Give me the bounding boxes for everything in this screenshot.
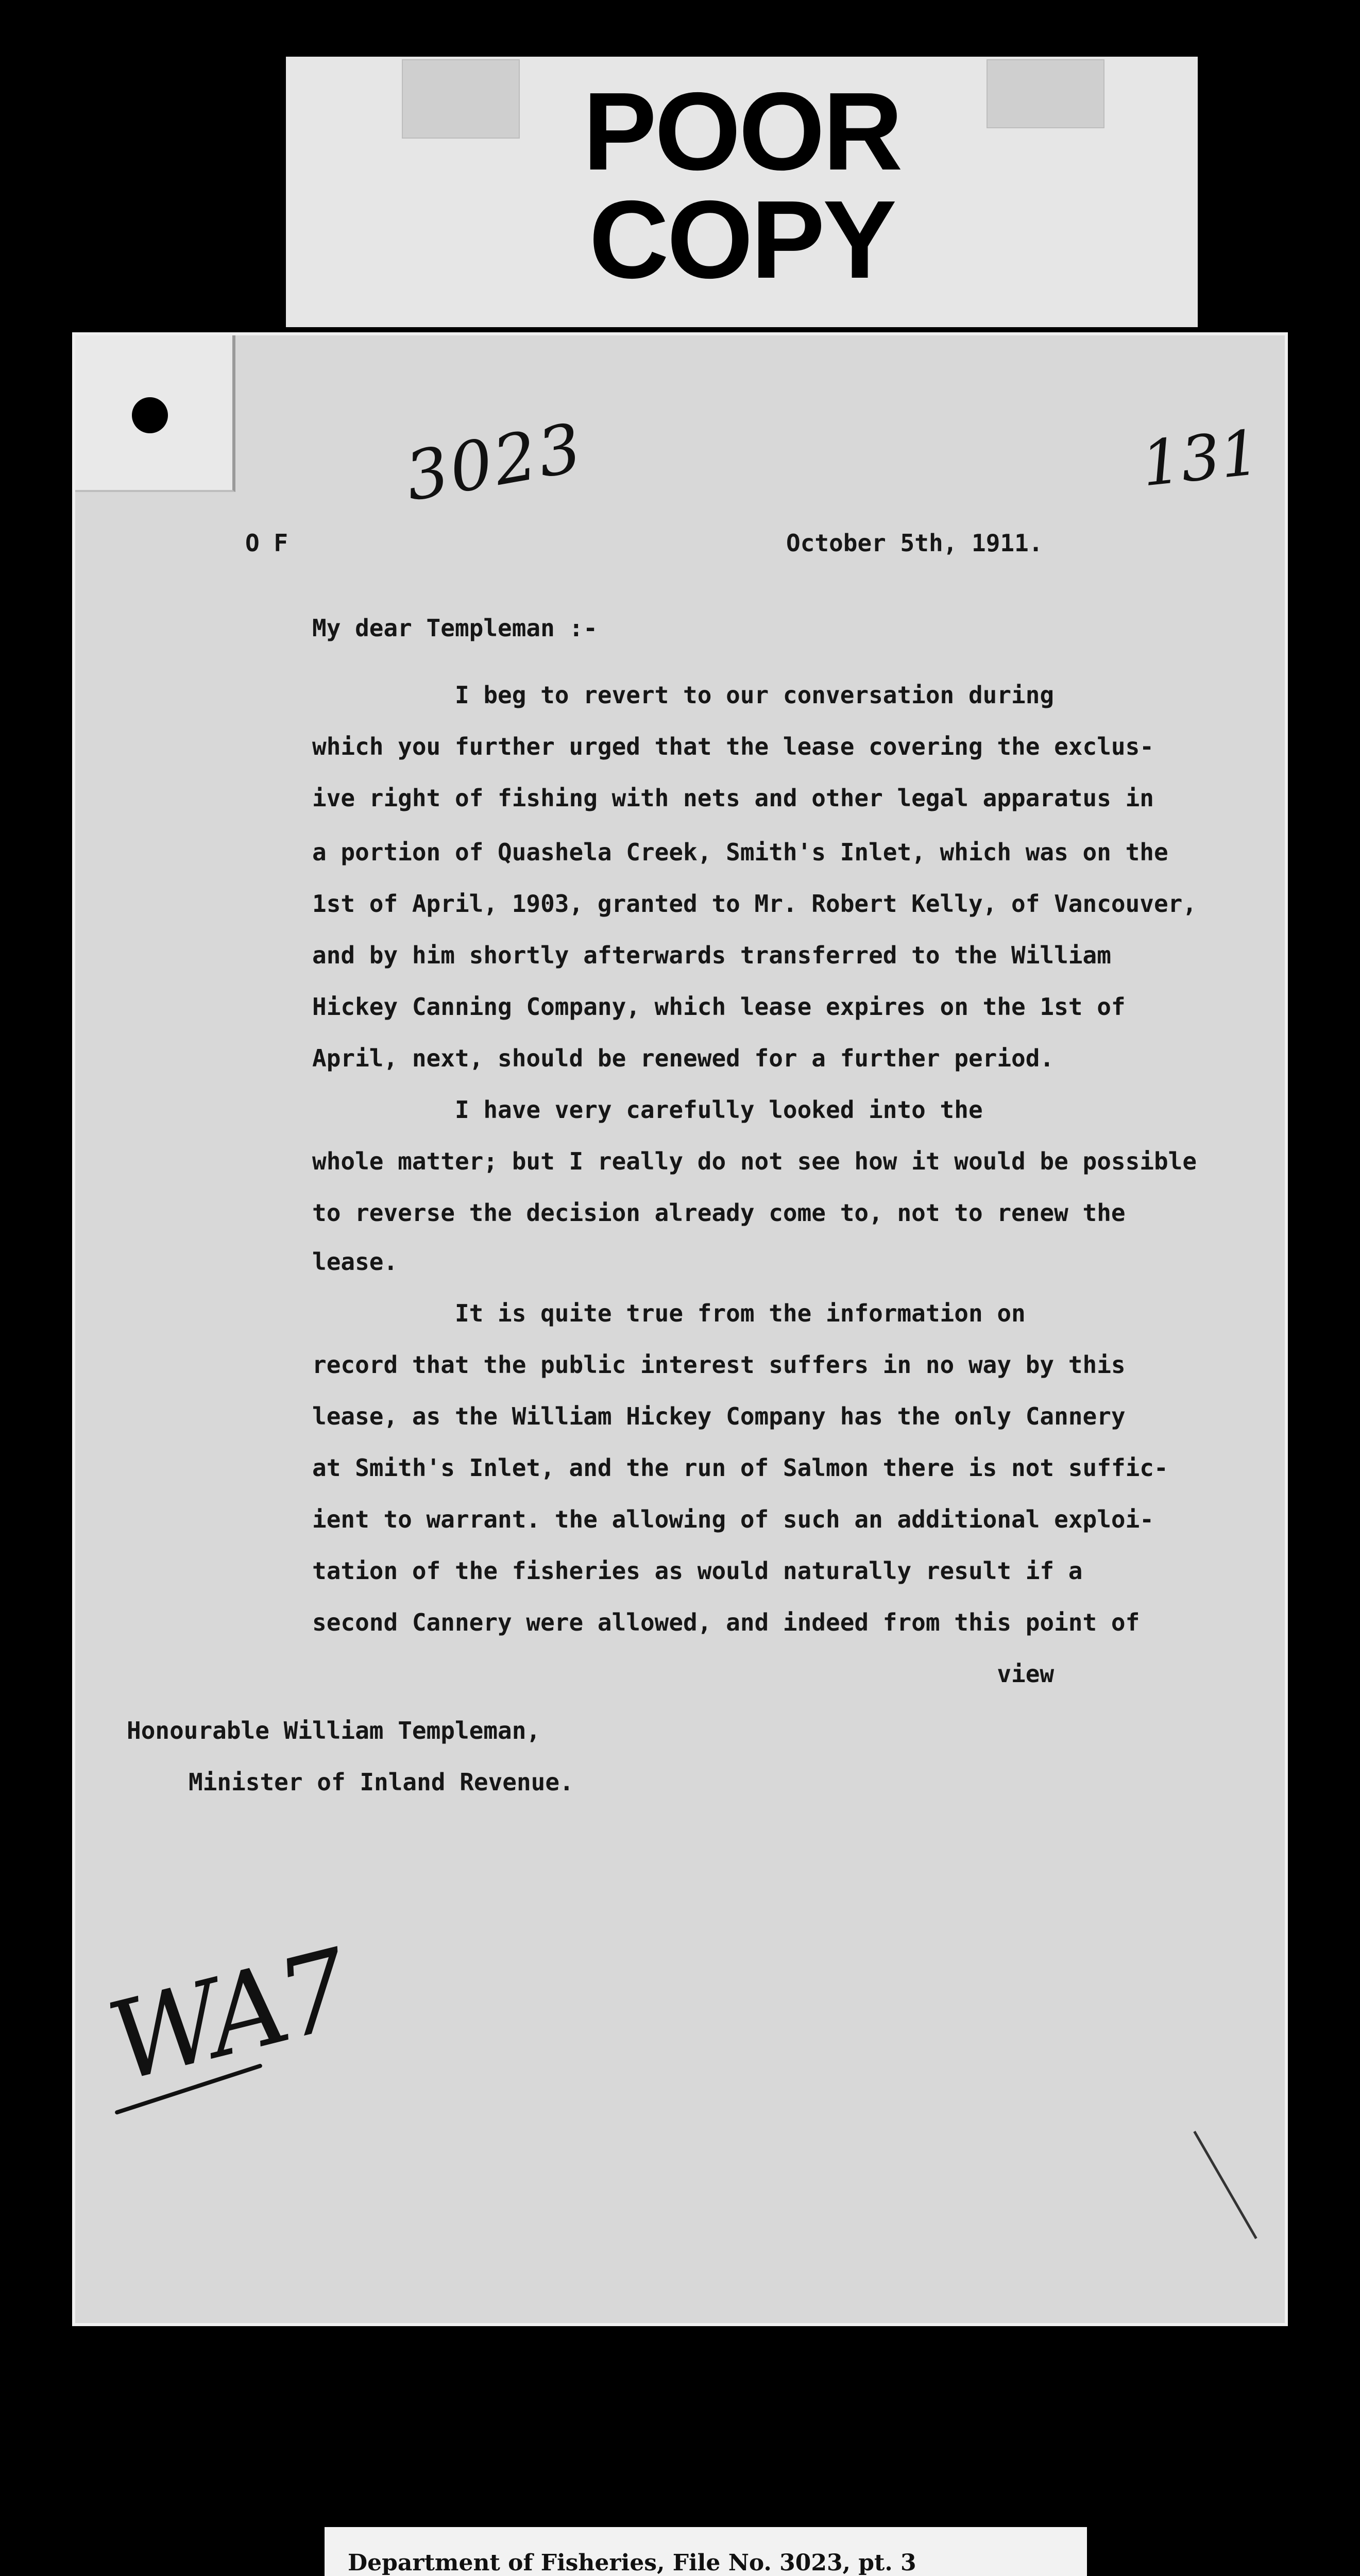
body-line: which you further urged that the lease covering the exclus- bbox=[312, 733, 1154, 760]
salutation: My dear Templeman :- bbox=[312, 614, 598, 642]
handwritten-initials: WA7 bbox=[97, 1926, 358, 2107]
body-line: tation of the fisheries as would naturally result if a bbox=[312, 1557, 1083, 1585]
body-line: and by him shortly afterwards transferred to the William bbox=[312, 941, 1111, 969]
file-reference-tag: Department of Fisheries, File No. 3023, pt. 3 bbox=[325, 2527, 1087, 2576]
body-line: I have very carefully looked into the bbox=[312, 1096, 983, 1124]
letter-date: October 5th, 1911. bbox=[786, 529, 1043, 557]
body-line: ive right of fishing with nets and other legal apparatus in bbox=[312, 784, 1154, 812]
poor-copy-line-2: COPY bbox=[589, 177, 895, 301]
handwritten-page-number: 131 bbox=[1138, 417, 1263, 501]
recipient-title: Minister of Inland Revenue. bbox=[189, 1768, 574, 1796]
body-line: at Smith's Inlet, and the run of Salmon there is not suffic- bbox=[312, 1454, 1168, 1482]
recipient-name: Honourable William Templeman, bbox=[127, 1717, 541, 1744]
punch-hole bbox=[132, 397, 168, 433]
body-line: second Cannery were allowed, and indeed from this point of bbox=[312, 1608, 1140, 1636]
body-line: record that the public interest suffers in no way by this bbox=[312, 1351, 1126, 1379]
body-line: It is quite true from the information on bbox=[312, 1299, 1026, 1327]
body-line: lease. bbox=[312, 1248, 398, 1276]
body-line: Hickey Canning Company, which lease expires on the 1st of bbox=[312, 993, 1126, 1021]
body-line: lease, as the William Hickey Company has the only Cannery bbox=[312, 1402, 1126, 1430]
body-line: ient to warrant. the allowing of such an additional exploi- bbox=[312, 1505, 1154, 1533]
body-line: a portion of Quashela Creek, Smith's Inlet, which was on the bbox=[312, 838, 1168, 866]
body-line: to reverse the decision already come to, not to renew the bbox=[312, 1199, 1126, 1227]
body-line: I beg to revert to our conversation during bbox=[312, 681, 1055, 709]
body-line: April, next, should be renewed for a further period. bbox=[312, 1044, 1055, 1072]
letter-page bbox=[72, 332, 1288, 2326]
poor-copy-label bbox=[286, 57, 1198, 327]
body-line: 1st of April, 1903, granted to Mr. Robert Kelly, of Vancouver, bbox=[312, 890, 1197, 918]
letter-marker: O F bbox=[245, 529, 288, 557]
handwritten-file-number: 3023 bbox=[399, 408, 589, 516]
poor-copy-line-1: POOR bbox=[583, 69, 901, 193]
body-line: whole matter; but I really do not see how it would be possible bbox=[312, 1147, 1197, 1175]
body-line: view bbox=[312, 1660, 1055, 1688]
edge-mark bbox=[1193, 2131, 1257, 2239]
